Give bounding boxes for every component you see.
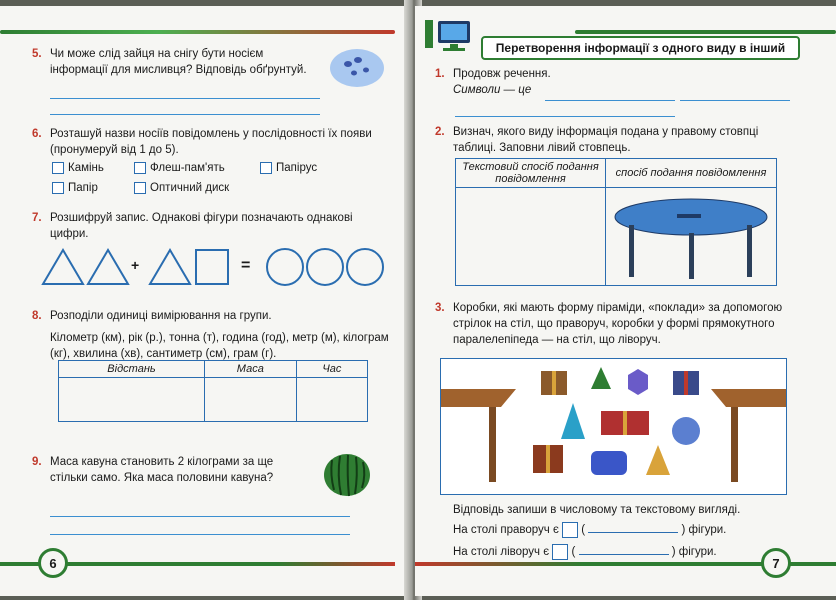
- triangle-icon: [150, 250, 190, 284]
- option-optical-disc[interactable]: Оптичний диск: [134, 182, 229, 194]
- watermelon-icon: [322, 452, 372, 498]
- answer-line[interactable]: [50, 520, 350, 535]
- task-3: [435, 300, 795, 348]
- option-stone[interactable]: Камінь: [52, 162, 104, 174]
- task-number: 3.: [435, 302, 445, 314]
- computer-icon: [425, 18, 475, 52]
- text-answer-line[interactable]: [588, 532, 678, 533]
- boxes-scene: [440, 358, 787, 495]
- shapes-equation: [40, 246, 390, 288]
- task-text: Розташуй назви носіїв повідомлень у послідовності їх появи (пронумеруй від 1 до 5).: [50, 128, 372, 156]
- answer-line[interactable]: [50, 84, 320, 99]
- checkbox[interactable]: [52, 182, 64, 194]
- page-number: 7: [761, 548, 791, 578]
- text-answer-line[interactable]: [579, 554, 669, 555]
- answer-line[interactable]: [680, 86, 790, 101]
- task-number: 6.: [32, 128, 42, 140]
- task-5: [32, 46, 322, 78]
- answer-line[interactable]: [545, 86, 675, 101]
- task-8: [32, 308, 392, 362]
- header-text-method: Текстовий спосіб подання повідомлення: [456, 159, 606, 188]
- answer-line[interactable]: [50, 100, 320, 115]
- option-papyrus[interactable]: Папірус: [260, 162, 317, 174]
- task-text: Розподіли одиниці вимірювання на групи.: [50, 310, 272, 322]
- task-number: 5.: [32, 48, 42, 60]
- task-text: Розшифруй запис. Однакові фігури позначають однакові цифри.: [50, 212, 353, 240]
- page-number: 6: [38, 548, 68, 578]
- header-time: Час: [296, 361, 367, 378]
- circle-icon: [307, 249, 343, 285]
- header-other-method: спосіб подання повідомлення: [606, 159, 777, 188]
- task-number: 2.: [435, 126, 445, 138]
- task-number: 7.: [32, 212, 42, 224]
- option-flash[interactable]: Флеш-пам'ять: [134, 162, 225, 174]
- answer-line[interactable]: [50, 502, 350, 517]
- info-table: [455, 158, 777, 286]
- number-box[interactable]: [552, 544, 568, 560]
- task-9: [32, 454, 312, 486]
- answer-right-table: На столі праворуч є ( ) фігури.: [453, 522, 813, 538]
- answer-left-table: На столі ліворуч є ( ) фігури.: [453, 544, 813, 560]
- answer-line[interactable]: [455, 102, 675, 117]
- header-distance: Відстань: [59, 361, 205, 378]
- sentence-start: Символи — це: [453, 84, 532, 96]
- units-list: Кілометр (км), рік (р.), тонна (т), година (год), метр (м), кілограм (кг), хвилина (хв), сантиметр (см), грам (г).: [50, 332, 389, 360]
- table-picture-cell: [606, 188, 777, 286]
- round-table-icon: [607, 189, 775, 281]
- hare-tracks-icon: [328, 46, 386, 90]
- number-box[interactable]: [562, 522, 578, 538]
- square-icon: [196, 250, 228, 284]
- task-number: 8.: [32, 310, 42, 322]
- answer-cell[interactable]: [59, 378, 205, 422]
- circle-icon: [347, 249, 383, 285]
- plus-sign: +: [131, 257, 140, 273]
- circle-icon: [267, 249, 303, 285]
- task-text: Визнач, якого виду інформація подана у правому стовпці таблиці. Заповни лівий стовпець.: [453, 126, 759, 154]
- right-page: [415, 6, 836, 596]
- task-text: Маса кавуна становить 2 кілограми за ще стільки само. Яка маса половини кавуна?: [50, 456, 274, 484]
- header-mass: Маса: [204, 361, 296, 378]
- left-page: [0, 6, 410, 596]
- checkbox[interactable]: [260, 162, 272, 174]
- tables-and-boxes-picture: [441, 359, 786, 494]
- triangle-icon: [43, 250, 83, 284]
- answer-prompt: Відповідь запиши в числовому та текстовому вигляді.: [453, 504, 741, 516]
- task-number: 9.: [32, 456, 42, 468]
- top-decor-bar: [575, 30, 836, 34]
- task-text: Продовж речення.: [453, 68, 551, 80]
- answer-cell[interactable]: [456, 188, 606, 286]
- checkbox[interactable]: [134, 182, 146, 194]
- top-decor-bar: [0, 30, 395, 34]
- task-text: Чи може слід зайця на снігу бути носієм інформації для мисливця? Відповідь обґрунтуй.: [50, 48, 307, 76]
- task-text: Коробки, які мають форму піраміди, «поклади» за допомогою стрілок на стіл, що праворуч, коробки у формі прямокутного паралелепіпеда — на стіл, що ліворуч.: [453, 302, 783, 346]
- task-2: [435, 124, 795, 156]
- task-7: [32, 210, 392, 242]
- checkbox[interactable]: [134, 162, 146, 174]
- task-6: [32, 126, 392, 158]
- answer-cell[interactable]: [296, 378, 367, 422]
- triangle-icon: [88, 250, 128, 284]
- section-title: Перетворення інформації з одного виду в інший: [481, 36, 800, 60]
- units-table: [58, 360, 368, 422]
- option-paper[interactable]: Папір: [52, 182, 98, 194]
- checkbox[interactable]: [52, 162, 64, 174]
- task-number: 1.: [435, 68, 445, 80]
- answer-cell[interactable]: [204, 378, 296, 422]
- equals-sign: =: [241, 257, 251, 274]
